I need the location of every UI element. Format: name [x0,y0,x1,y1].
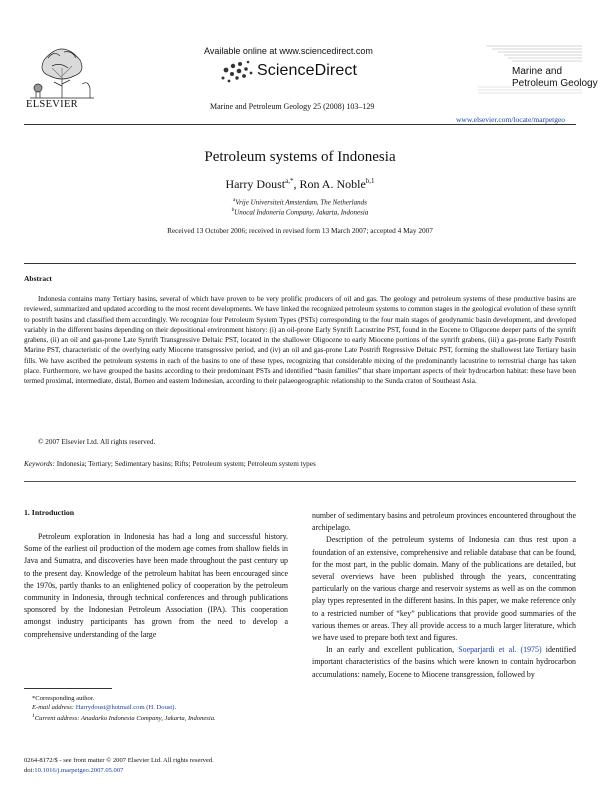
doi-link[interactable]: 10.1016/j.marpetgeo.2007.05.007 [34,766,124,774]
abstract-bottom-divider [24,481,576,482]
journal-url-link[interactable]: www.elsevier.com/locate/marpetgeo [456,115,566,124]
citation-link[interactable]: Soeparjardi et al. (1975) [458,645,542,655]
journal-name [512,66,598,90]
abstract-heading: Abstract [24,274,52,283]
elsevier-tree-logo [24,38,100,100]
article-title: Petroleum systems of Indonesia [204,149,396,165]
journal-name-line1: Marine and [512,66,563,77]
section-heading: 1. Introduction [24,508,75,517]
footnote-divider [24,688,112,689]
journal-citation: Marine and Petroleum Geology 25 (2008) 103–129 [210,102,375,111]
author-affiliation-marker: b,1 [365,177,375,185]
author-separator: , [293,177,300,191]
affiliation-text: Vrije Universiteit Amsterdam, The Netherlands [235,198,367,207]
paragraph: number of sedimentary basins and petroleum provinces encountered throughout the archipelago. [312,511,576,533]
publisher-name: ELSEVIER [26,99,78,110]
current-address-note [24,712,304,723]
affiliation-marker: b [231,208,235,213]
email-note [24,703,304,712]
keywords-list: Indonesia; Tertiary; Sedimentary basins; Rifts; Petroleum system; Petroleum system types [54,460,316,468]
paragraph-text: identified important characteristics of the basins which were known to contain hydrocarbon accumulations: namely, Eocene to Miocene transgression, followed by [312,645,577,679]
right-column [312,510,576,681]
keywords-label: Keywords: [24,460,55,468]
front-matter-text: 0264-8172/$ - see front matter © 2007 Elsevier Ltd. All rights reserved. [24,757,214,764]
left-column [24,531,288,641]
header-divider [24,124,576,125]
affiliation-a [0,198,600,206]
abstract-copyright: © 2007 Elsevier Ltd. All rights reserved. [38,438,156,446]
paragraph [312,644,576,681]
sciencedirect-wordmark: ScienceDirect [257,62,358,79]
doi-label: doi: [24,766,35,774]
affiliation-b [0,208,600,216]
available-online-text: Available online at www.sciencedirect.com [204,46,373,56]
keywords [24,460,316,468]
author-name[interactable]: Harry Doust [225,177,286,191]
affiliation-text: Unocal Indoneria Company, Jakarta, Indonesia [234,208,369,217]
paragraph-text: In an early and excellent publication, [326,645,459,655]
author-list [0,177,600,192]
paragraph: Petroleum exploration in Indonesia has had a long and successful history. Some of the earliest oil production of the modern age comes from shallow fields in Java and Sumatra, and discoveries have been made throughout the past century up to the present day. Knowledge of the petroleum habitat has been encouraged since the 1970s, partly thanks to an enlightened policy of cooperation by the petroleum community in Indonesia, through technical conferences and through publications sponsored by the Indonesian Petroleum Association (IPA). This cooperation amongst industry participants has grown from the need to develop a comprehensive understanding of the large [24,532,288,639]
affiliation-marker: a [233,198,236,203]
current-address-text: Current address: Anadarko Indonesia Company, Jakarta, Indonesia. [34,715,216,723]
abstract-text: Indonesia contains many Tertiary basins, several of which have proven to be very prolific producers of oil and gas. The geology and petroleum systems of these productive basins are reviewed, summarized and updated according to the most recent developments. We have linked the recognized petroleum systems to common stages in the geological evolution of these synrift to postrift basins and classified them accordingly. We recognize four Petroleum System Types (PSTs) corresponding to the four main stages of geodynamic basin development, and developed variably in the different basins depending on their depositional environment history: (i) an oil-prone Early Synrift Lacustrine PST, found in the Eocene to Oligocene deeper parts of the synrift grabens, (ii) an oil and gas-prone Late Synrift Transgressive Deltaic PST, located in the shallower Oligocene to early Miocene portions of the synrift grabens, (iii) a gas-prone Early Postrift Marine PST, characteristic of the overlying early Miocene transgressive period, and (iv) an oil and gas-prone Late Postrift Regressive Deltaic PST, forming the shallowest late Tertiary basin fills. We have ascribed the petroleum systems in each of the basins to one of these types, recognizing that considerable mixing of the predominantly lacustrine to terrestrial charge has taken place. Furthermore, we have grouped the basins according to their predominant PSTs and identified “basin families” that share important aspects of their hydrocarbon habitat: these have been termed proximal, intermediate, distal, Borneo and eastern Indonesian, according to their palaeogeographic relationship to the Sunda craton of Southeast Asia. [24,295,576,385]
footnotes [24,694,304,723]
received-dates: Received 13 October 2006; received in revised form 13 March 2007; accepted 4 May 2007 [167,226,433,235]
author-affiliation-marker: a,* [285,177,294,185]
abstract-top-divider [24,263,576,264]
corresponding-author-note: *Corresponding author. [32,695,95,702]
email-label: E-mail address: [32,704,76,711]
author-name[interactable]: Ron A. Noble [299,177,366,191]
footnote-marker: 1 [32,713,35,719]
sciencedirect-dots-icon [218,56,258,88]
journal-name-line2: Petroleum Geology [512,78,598,89]
email-link[interactable]: Harrydoust@hotmail.com (H. Doust). [75,704,177,711]
doi-line [24,766,214,776]
paragraph: Description of the petroleum systems of Indonesia can thus rest upon a foundation of an extensive, comprehensive and reliable database that can be found, for the most part, in the public domain. Many of the publications are detailed, but several overviews have been published through the years, concentrating particularly on the various charge and reservoir systems as well as on the common play types represented in the different basins. In this paper, we make reference only to a restricted number of “key” publications that provide good summaries of the various themes or areas. They all provide access to a much larger literature, which we have used to prepare both text and figures. [312,535,576,643]
front-matter [24,756,214,775]
